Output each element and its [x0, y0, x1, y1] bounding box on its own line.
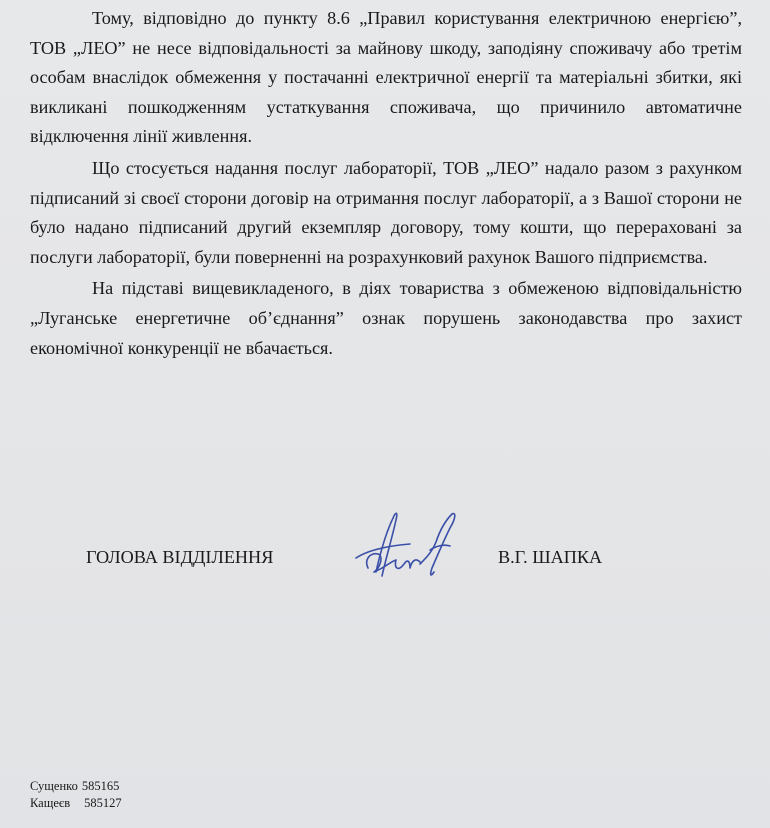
signatory-name: В.Г. ШАПКА: [498, 547, 603, 567]
contact-line: [30, 778, 122, 795]
contact-name: Сущенко: [30, 779, 78, 793]
handwritten-signature: [346, 502, 466, 588]
contact-phone: 585127: [84, 796, 122, 810]
signatory-position: ГОЛОВА ВІДДІЛЕННЯ: [86, 547, 274, 567]
letter-body: [30, 4, 742, 363]
contact-name: Кащеєв: [30, 796, 71, 810]
contact-line: [30, 795, 122, 812]
paragraph-liability: Тому, відповідно до пункту 8.6 „Правил користування електричною енергією”, ТОВ „ЛЕО” не несе відповідальності за майнову шкоду, заподіяну споживачу або третім особам внаслідок обмеження у постачанні електричної енергії та матеріальні збитки, які викликані пошкодженням устаткування споживача, що причинило автоматичне відключення лінії живлення.: [30, 8, 742, 147]
contact-phone: 585165: [81, 779, 120, 793]
paragraph-conclusion: На підставі вищевикладеного, в діях товариства з обмеженою відповідальністю „Луганське енергетичне об’єднання” ознак порушень законодавства про захист економічної конкуренції не вбачається.: [30, 278, 742, 358]
contacts-footer: [30, 778, 122, 812]
paragraph-laboratory: Що стосується надання послуг лабораторії, ТОВ „ЛЕО” надало разом з рахунком підписаний зі своєї сторони договір на отримання послуг лабораторії, а з Вашої сторони не було надано підписаний другий екземпляр договору, тому кошти, що перераховані за послуги лабораторії, були поверненні на розрахунковий рахунок Вашого підприємства.: [30, 157, 742, 267]
